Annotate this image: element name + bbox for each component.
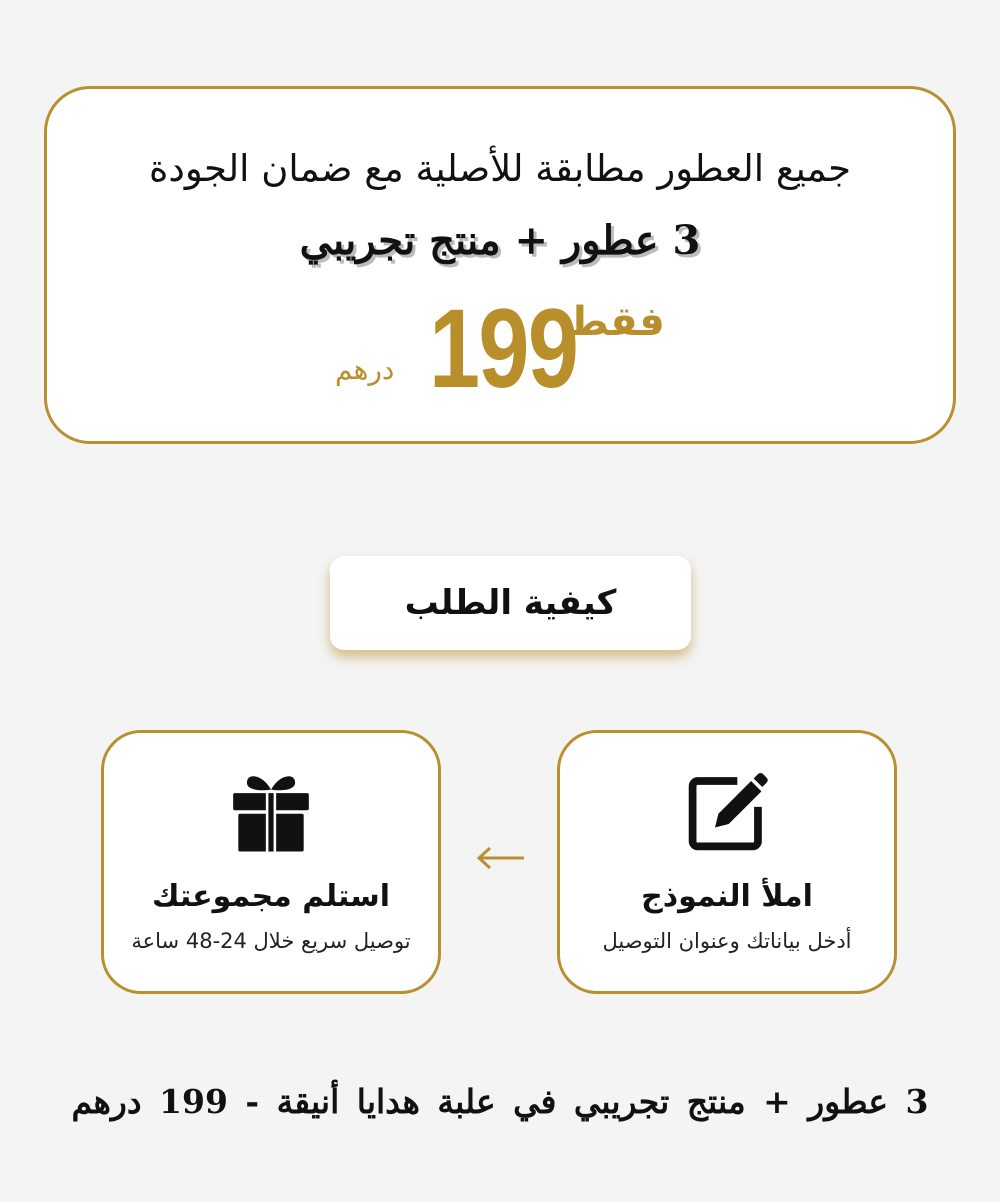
step-fill-description: أدخل بياناتك وعنوان التوصيل xyxy=(602,929,852,953)
step-card-receive xyxy=(101,730,441,994)
offer-bundle-title: 3 عطور + منتج تجريبي xyxy=(299,217,701,264)
arrow-left-icon xyxy=(474,836,526,880)
step-fill-title: املأ النموذج xyxy=(641,879,813,914)
step-receive-title: استلم مجموعتك xyxy=(151,879,391,914)
footer-offer-text: 3 عطور + منتج تجريبي في علبة هدايا أنيقة - 199 درهم xyxy=(71,1082,929,1121)
offer-headline: جميع العطور مطابقة للأصلية مع ضمان الجودة xyxy=(149,147,851,190)
step-card-fill-form xyxy=(557,730,897,994)
gift-icon xyxy=(228,769,314,855)
offer-card xyxy=(44,86,956,444)
step-receive-description: توصيل سريع خلال 24-48 ساعة xyxy=(131,929,411,953)
edit-form-icon xyxy=(684,769,770,855)
price-currency: درهم xyxy=(335,353,395,386)
how-to-order-title: كيفية الطلب xyxy=(404,583,617,623)
how-to-order-header xyxy=(330,556,691,650)
price-only-label: فقط xyxy=(567,299,665,345)
price-value: 199 xyxy=(429,286,578,411)
